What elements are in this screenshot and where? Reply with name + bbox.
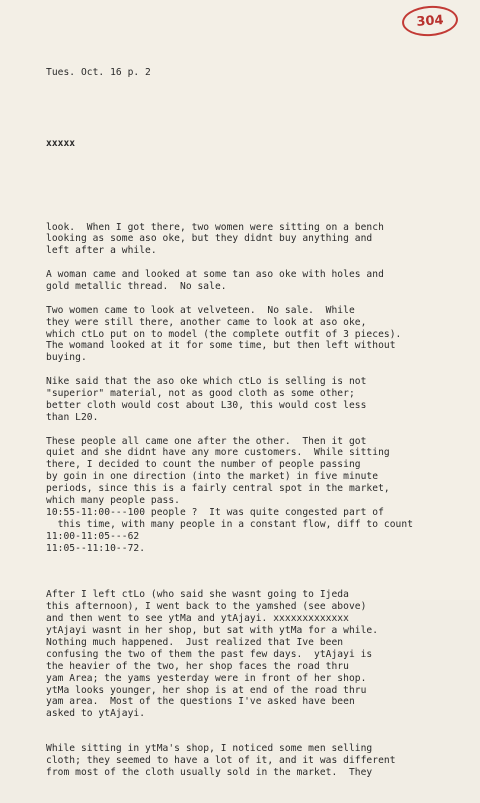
text-line: this time, with many people in a constant flow, diff to count (46, 518, 414, 530)
text-line: which many people pass. (46, 495, 180, 507)
typed-text-body (46, 43, 466, 803)
text-line: cloth; they seemed to have a lot of it, and it was different (46, 755, 396, 767)
text-line: A woman came and looked at some tan aso oke with holes and (46, 269, 384, 281)
text-line: by goin in one direction (into the market) in five minute (46, 471, 379, 483)
text-line: 10:55-11:00---100 people ? It was quite congested part of (46, 506, 384, 518)
paragraph (46, 589, 466, 720)
text-line: gold metallic thread. No sale. (46, 280, 227, 292)
text-line: which ctLo put on to model (the complete outfit of 3 pieces). (46, 328, 402, 340)
text-line: Nothing much happened. Just realized that Ive been (46, 637, 344, 649)
paragraph (46, 376, 466, 424)
text-line: The womand looked at it for some time, but then left without (46, 340, 396, 352)
text-line: this afternoon), I went back to the yamshed (see above) (46, 601, 367, 613)
text-line: 11:05--11:10--72. (46, 542, 146, 554)
struck-word: xxxxx (46, 138, 76, 150)
text-line: yam Area; the yams yesterday were in front of her shop. (46, 672, 367, 684)
paragraph (46, 222, 466, 258)
text-line: the heavier of the two, her shop faces the road thru (46, 660, 349, 672)
text-line: After I left ctLo (who said she wasnt going to Ijeda (46, 589, 349, 601)
text-line: asked to ytAjayi. (46, 708, 146, 720)
text-line: than L20. (46, 411, 99, 423)
text-line: ytMa looks younger, her shop is at end of the road thru (46, 684, 367, 696)
text-line: from most of the cloth usually sold in the market. They (46, 767, 373, 779)
text-line: yam area. Most of the questions I've asked have been (46, 696, 355, 708)
text-line: confusing the two of them the past few days. ytAjayi is (46, 648, 373, 660)
page-number-stamp: 304 (401, 4, 459, 38)
text-line: While sitting in ytMa's shop, I noticed some men selling (46, 743, 373, 755)
text-line: 11:00-11:05---62 (46, 530, 140, 542)
text-line: look. When I got there, two women were sitting on a bench (46, 221, 384, 233)
text-line: "superior" material, not as good cloth as some other; (46, 388, 355, 399)
text-line: and then went to see ytMa and ytAjayi. xxxxxxxxxxxxx (46, 613, 349, 625)
paragraph (46, 436, 466, 555)
text-line: there, I decided to count the number of people passing (46, 459, 361, 471)
paragraph (46, 743, 466, 779)
text-line: Nike said that the aso oke which ctLo is selling is not (46, 376, 367, 388)
paragraphs (46, 222, 466, 779)
text-line: Two women came to look at velveteen. No sale. While (46, 304, 355, 316)
text-line: ytAjayi wasnt in her shop, but sat with ytMa for a while. (46, 625, 379, 637)
page-header: Tues. Oct. 16 p. 2 (46, 66, 151, 78)
paragraph (46, 269, 466, 293)
text-line: they were still there, another came to look at aso oke, (46, 316, 367, 328)
text-line: periods, since this is a fairly central spot in the market, (46, 483, 390, 495)
text-line: left after a while. (46, 245, 157, 257)
paragraph (46, 305, 466, 364)
text-line: looking as some aso oke, but they didnt buy anything and (46, 233, 373, 245)
text-line: better cloth would cost about L30, this would cost less (46, 399, 367, 411)
text-line: quiet and she didnt have any more customers. While sitting (46, 447, 390, 459)
text-line: buying. (46, 352, 87, 364)
text-line: These people all came one after the other. Then it got (46, 435, 367, 447)
